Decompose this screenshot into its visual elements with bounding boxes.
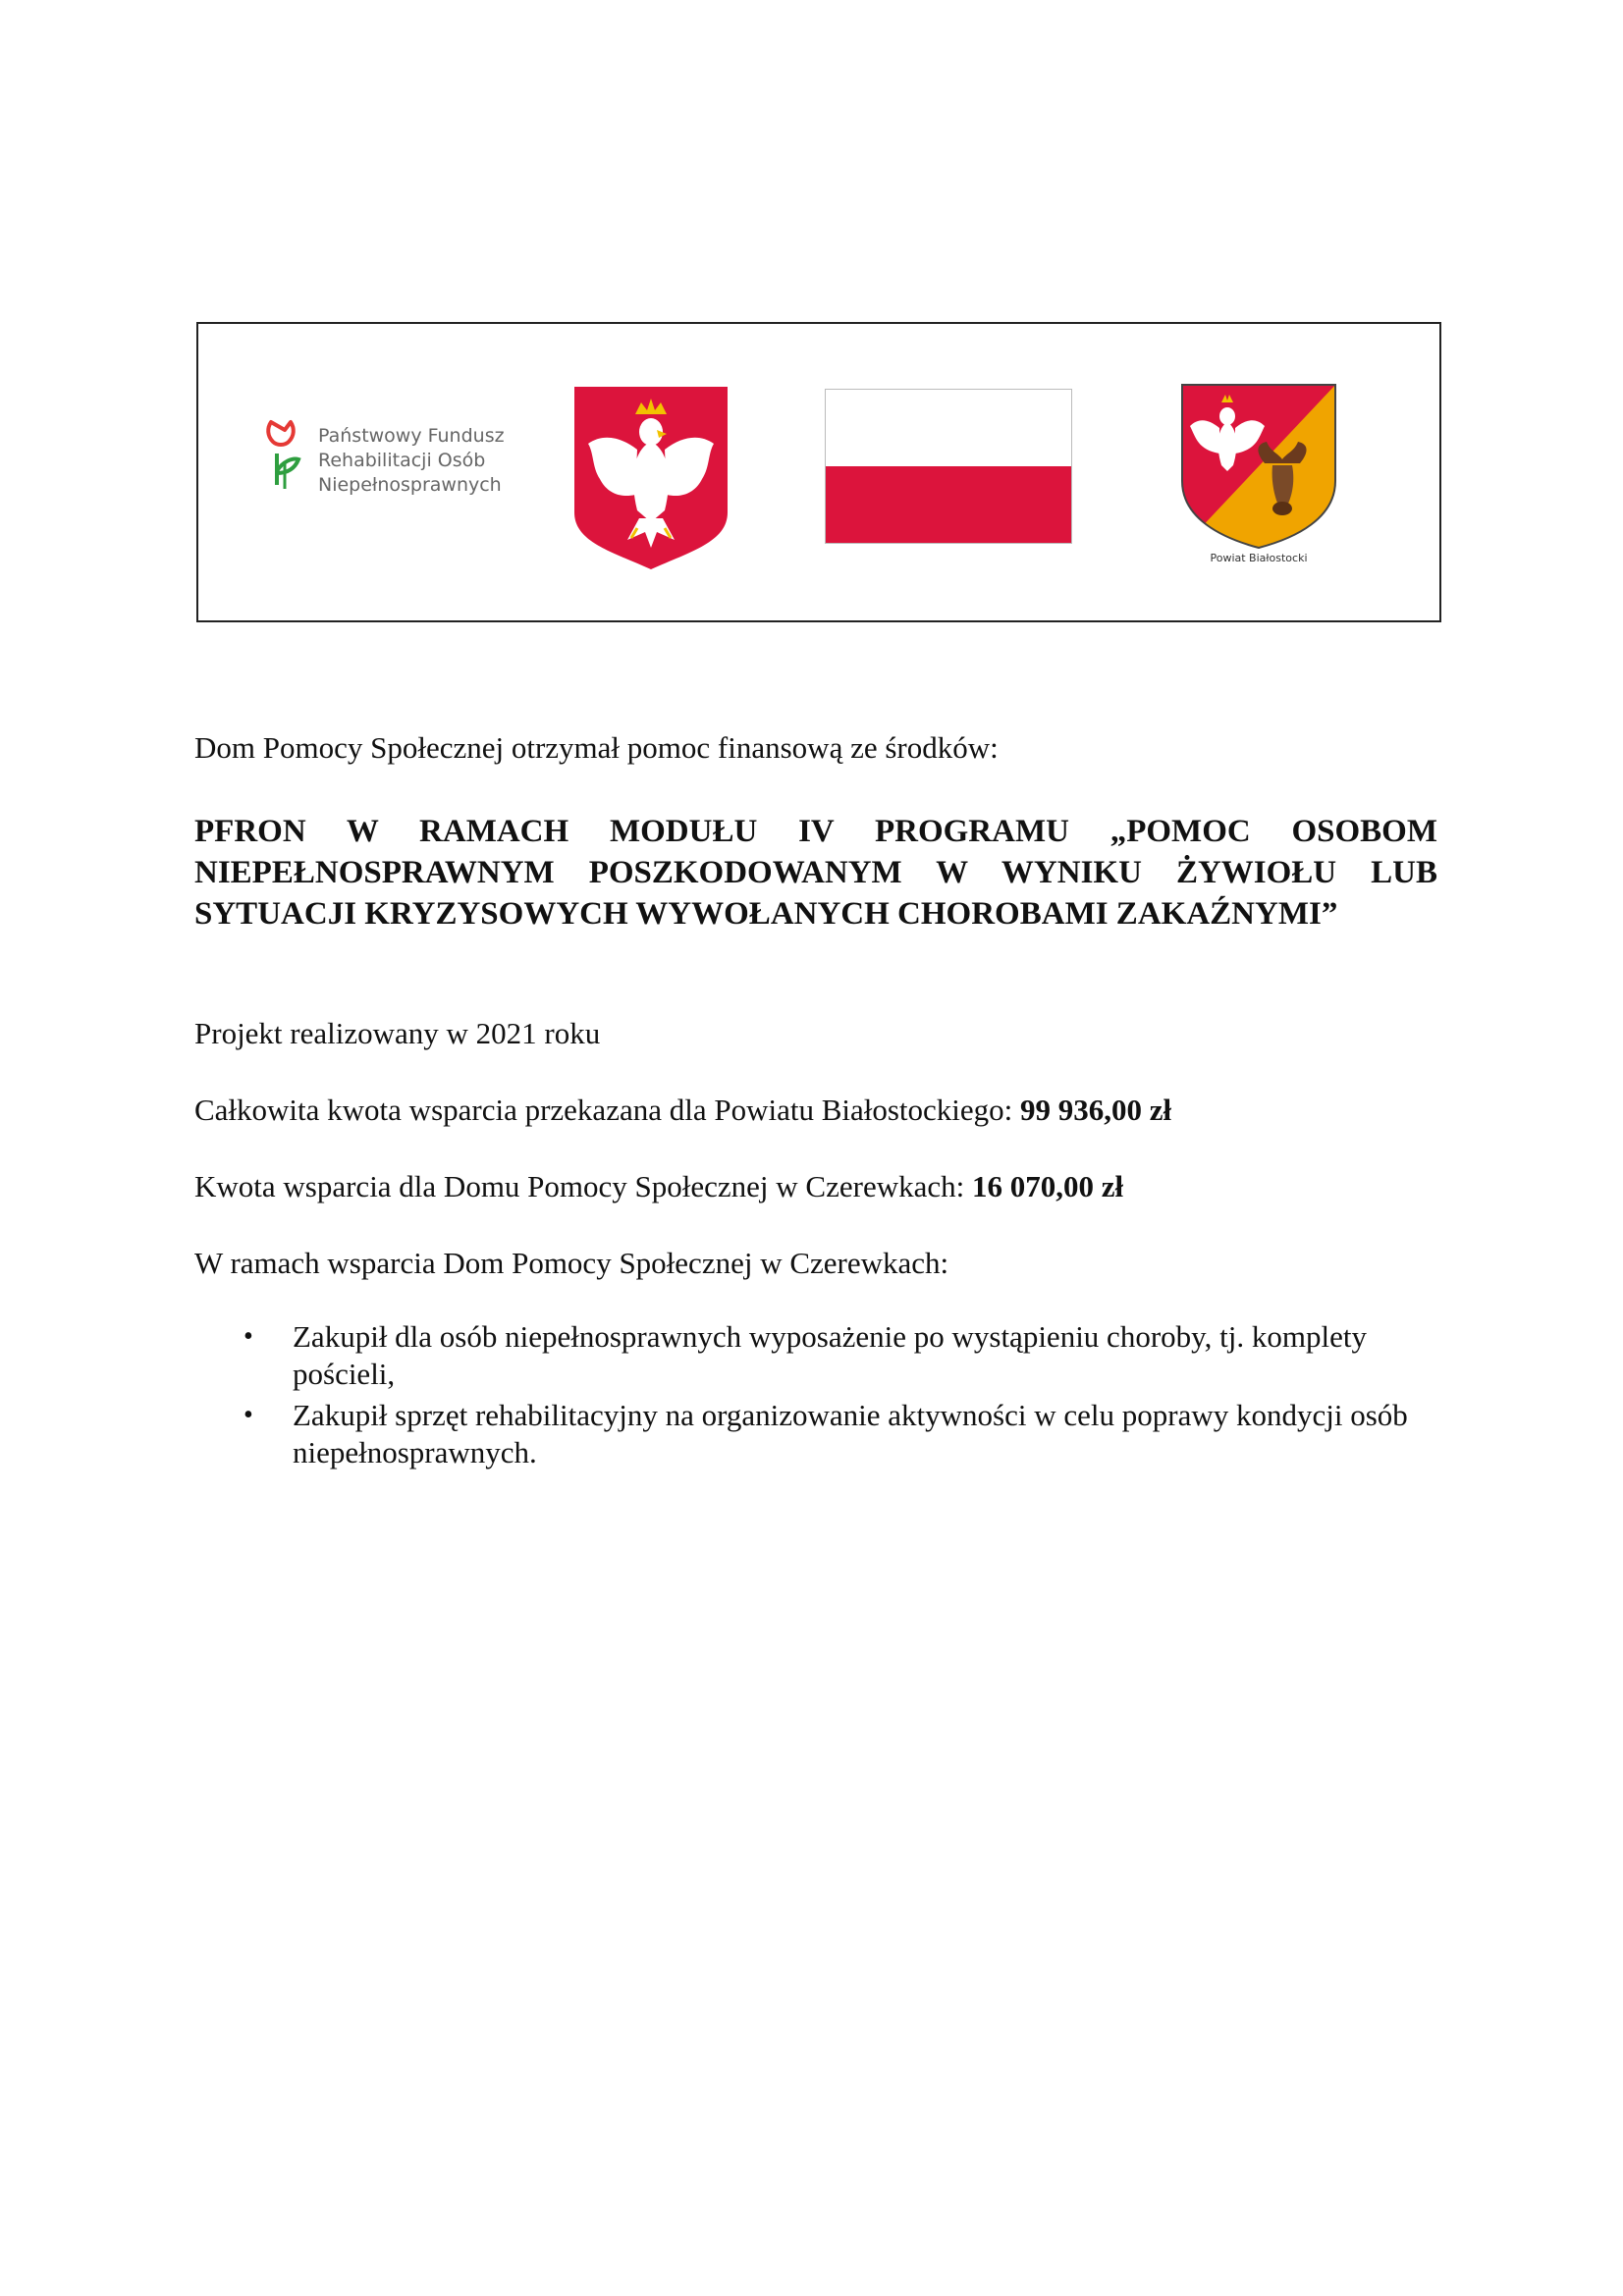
intro-paragraph: Dom Pomocy Społecznej otrzymał pomoc finansową ze środków: <box>194 730 999 765</box>
powiat-bialostocki-emblem <box>1180 383 1337 564</box>
pfron-name <box>318 424 505 498</box>
list-item <box>194 1397 1437 1471</box>
pfron-line-1: Państwowy Fundusz <box>318 425 505 447</box>
powiat-caption: Powiat Białostocki <box>1210 552 1308 564</box>
powiat-coat-of-arms-icon <box>1180 383 1337 550</box>
logo-banner <box>196 322 1441 622</box>
pfron-logo <box>257 414 513 512</box>
total-amount-paragraph <box>194 1093 1171 1128</box>
polish-eagle-emblem <box>572 385 730 571</box>
dps-amount-paragraph <box>194 1169 1123 1204</box>
list-item-text: Zakupił sprzęt rehabilitacyjny na organizowanie aktywności w celu poprawy kondycji osób niepełnosprawnych. <box>293 1398 1408 1469</box>
total-amount-label: Całkowita kwota wsparcia przekazana dla Powiatu Białostockiego: <box>194 1093 1021 1127</box>
program-heading: PFRON W RAMACH MODUŁU IV PROGRAMU „POMOC OSOBOM NIEPEŁNOSPRAWNYM POSZKODOWANYM W WYNIKU ŻYWIOŁU LUB SYTUACJI KRYZYSOWYCH WYWOŁANYCH CHOROBAMI ZAKAŹNYMI” <box>194 814 1437 932</box>
list-intro-paragraph: W ramach wsparcia Dom Pomocy Społecznej w Czerewkach: <box>194 1246 949 1280</box>
dps-amount-label: Kwota wsparcia dla Domu Pomocy Społecznej w Czerewkach: <box>194 1169 972 1203</box>
dps-amount-value: 16 070,00 zł <box>971 1169 1124 1203</box>
list-item-text: Zakupił dla osób niepełnosprawnych wyposażenie po wystąpieniu choroby, tj. komplety pościeli, <box>293 1319 1367 1391</box>
list-item <box>194 1318 1437 1393</box>
flag-white-band <box>826 390 1071 466</box>
support-list <box>194 1318 1437 1475</box>
pfron-line-3: Niepełnosprawnych <box>318 474 502 496</box>
pfron-tulip-icon <box>257 414 312 493</box>
year-paragraph: Projekt realizowany w 2021 roku <box>194 1016 601 1050</box>
polish-flag <box>825 389 1072 544</box>
flag-red-band <box>826 466 1071 543</box>
pfron-line-2: Rehabilitacji Osób <box>318 450 486 471</box>
total-amount-value: 99 936,00 zł <box>1020 1093 1172 1127</box>
